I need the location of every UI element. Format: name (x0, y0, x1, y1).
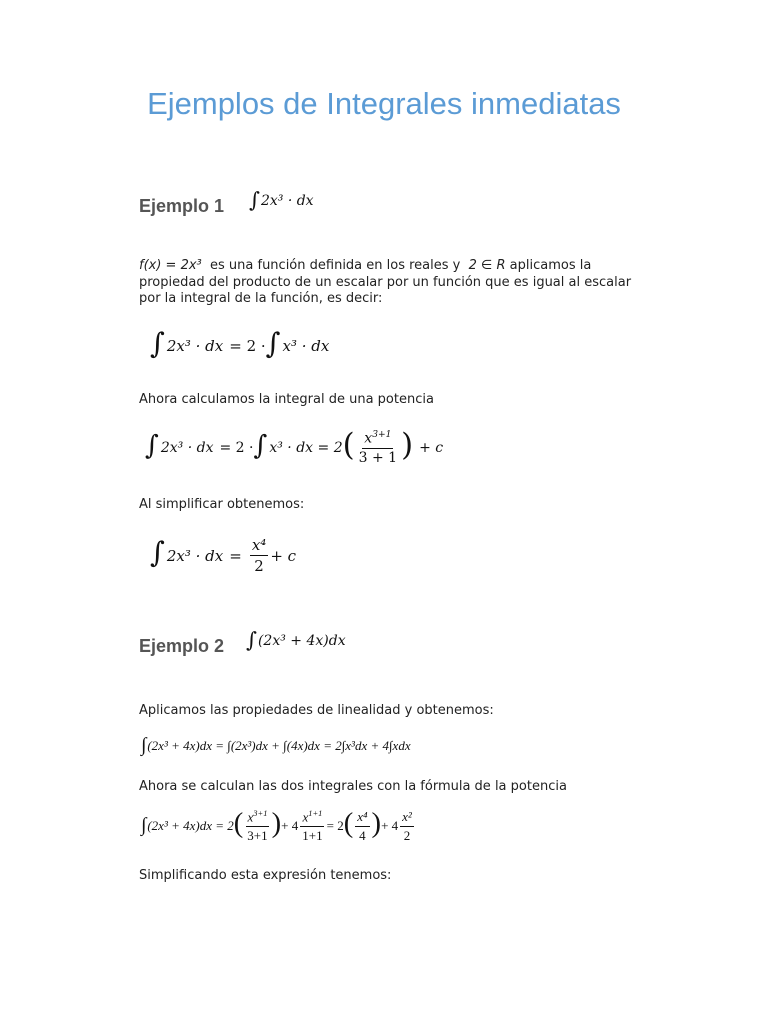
example-2-text-linearity: Aplicamos las propiedades de linealidad y obtenemos: (139, 703, 494, 718)
example-1-equation-1: ∫ 2x³ · dx = 2 · ∫ x³ · dx (150, 327, 330, 360)
function-definition: f(x) = 2x³ (139, 258, 202, 273)
example-1-integral: ∫ 2x³ · dx (249, 188, 314, 212)
example-1-text-simplify: Al simplificar obtenemos: (139, 497, 305, 512)
example-1-equation-3: ∫ 2x³ · dx = $\frac{\text{x⁴}}{2}$ + c (150, 536, 297, 575)
example-2-heading: Ejemplo 2 (139, 636, 225, 656)
example-1-text-power: Ahora calculamos la integral de una potencia (139, 392, 434, 407)
example-2-text-simplify: Simplificando esta expresión tenemos: (139, 868, 392, 883)
example-2-integral: ∫ (2x³ + 4x)dx (246, 628, 346, 652)
example-1-heading: Ejemplo 1 (139, 196, 225, 216)
page-title: Ejemplos de Integrales inmediatas (147, 86, 621, 121)
example-1-equation-2: ∫ 2x³ · dx = 2 · ∫ x³ · dx = 2 ( $\frac{x^{3+1}}{3 + 1}$ ) + c (145, 427, 444, 466)
example-2-text-power: Ahora se calculan las dos integrales con la fórmula de la potencia (139, 779, 567, 794)
example-2-equation-1: ∫ (2x³ + 4x)dx = ∫(2x³)dx + ∫(4x)dx = 2∫x³dx + 4∫xdx (141, 735, 411, 756)
example-2-equation-2: ∫ (2x³ + 4x)dx = 2 ( $\frac{x^{3+1}}{3+1}$ ) + 4 $\frac{x^{1+1}}{1+1}$ = 2 ( $\frac{\text{x⁴}}{4}$ ) + 4 $\frac{\text{x²}}{2}$ (141, 807, 412, 844)
scalar-in-reals: 2 ∈ R (468, 258, 506, 273)
example-1-paragraph: f(x) = 2x³ es una función definida en los reales y 2 ∈ R aplicamos la propiedad del producto de un escalar por un función que es igual al escalar por la integral de la función, es decir: (139, 258, 632, 306)
